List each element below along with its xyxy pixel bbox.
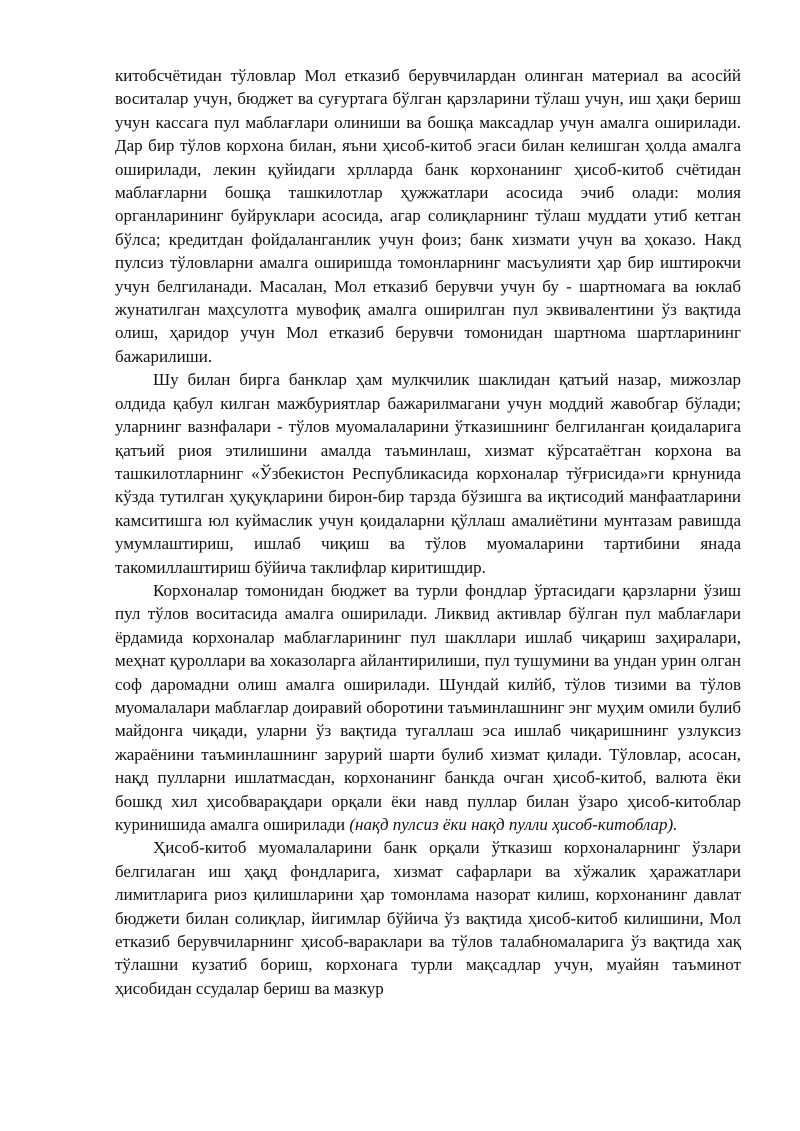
document-page <box>115 64 741 1000</box>
paragraph-3-text: Корхоналар томонидан бюджет ва турли фондлар ўртасидаги қарзларни ўзиш пул тўлов воситасида амалга оширилади. Ликвид активлар бўлган пул маблағлари ёрдамида корхоналар маблағларининг пул шакллари ишлаб чиқариш заҳиралари, меҳнат қуроллари ва хоказоларга айлантирилиши, пул тушумини ва ундан урин олган соф даромадни олиш амалга оширилади. Шундай килйб, тўлов тизими ва тўлов муомалалари маблағлар доиравий оборотини таъминлашнинг энг муҳим омили булиб майдонга чиқади, уларни ўз вақтида тугаллаш эса ишлаб чиқаришнинг узлуксиз жараёнини таъминлашнинг зарурий шарти булиб хизмат қилади. Тўловлар, асосан, нақд пулларни ишлатмасдан, корхонанинг банкда очган ҳисоб-китоб, валюта ёки бошкд хил ҳисобварақдари орқали ёки навд пуллар билан ўзаро ҳисоб-китоблар куринишида амалга оширилади <box>115 580 741 834</box>
paragraph-1: китобсчётидан тўловлар Мол етказиб берувчилардан олинган материал ва асосйй воситалар учун, бюджет ва суғуртага бўлган қарзларини тўлаш учун, иш ҳақи бериш учун кассага пул маблағлари олиниши ва бошқа максадлар учун амалга оширилади. Дар бир тўлов корхона билан, яъни ҳисоб-китоб эгаси билан келишган ҳолда амалга оширилади, лекин қуйидаги хрлларда банк корхонанинг ҳисоб-китоб счётидан маблағларни бошқа ташкилотлар ҳужжатлари асосида эчиб олади: молия органларининг буйруклари асосида, агар солиқларнинг тўлаш муддати утиб кетган бўлса; кредитдан фойдаланганлик учун фоиз; банк хизмати учун ва ҳоказо. Накд пулсиз тўловларни амалга оширишда томонларнинг масъулияти ҳар бир иштирокчи учун белгиланади. Масалан, Мол етказиб берувчи учун бу - шартномага ва юклаб жунатилган маҳсулотга мувофиқ амалга оширилган пул эквивалентини ўз вақтида олиш, ҳаридор учун Мол етказиб берувчи томонидан шартнома шартларининг бажарилиши. <box>115 66 741 366</box>
paragraph-2: Шу билан бирга банклар ҳам мулкчилик шаклидан қатъий назар, мижозлар олдида қабул килган мажбуриятлар бажарилмагани учун моддий жавобгар бўлади; уларнинг вазнфалари - тўлов муомалаларини ўтказишнинг белгиланган қоидаларига қатъий риоя этилишини амалда таъминлаш, хизмат кўрсатаётган корхона ва ташкилотларнинг «Ўзбекистон Республикасида корхоналар тўғрисида»ги крнунида кўзда тутилган ҳуқуқларини бирон-бир тарзда бўзишга ва иқтисодий манфаатларини камситишга юл куймаслик учун қоидаларни қўллаш амалиётини мунтазам равишда умумлаштириш, ишлаб чиқиш ва тўлов муомаларини тартибини янада такомиллаштириш бўйича таклифлар киритишдир. <box>115 370 741 577</box>
paragraph-3-italic: (нақд пулсиз ёки нақд пулли ҳисоб-китоблар). <box>349 815 678 834</box>
paragraph-3 <box>115 579 741 836</box>
paragraph-4: Ҳисоб-китоб муомалаларини банк орқали ўтказиш корхоналарнинг ўзлари белгилаган иш ҳақд фондларига, хизмат сафарлари ва хўжалик ҳаражатлари лимитларига риоз қилишларини ҳар томонлама назорат килиш, корхонанинг давлат бюджети билан солиқлар, йигимлар бўйича ўз вақтида ҳисоб-китоб килишини, Мол етказиб берувчиларнинг ҳисоб-вараклари ва тўлов талабномаларига ўз вақтида хақ тўлашни кузатиб бориш, корхонага турли мақсадлар учун, муайян таъминот ҳисобидан ссудалар бериш ва мазкур <box>115 838 741 998</box>
